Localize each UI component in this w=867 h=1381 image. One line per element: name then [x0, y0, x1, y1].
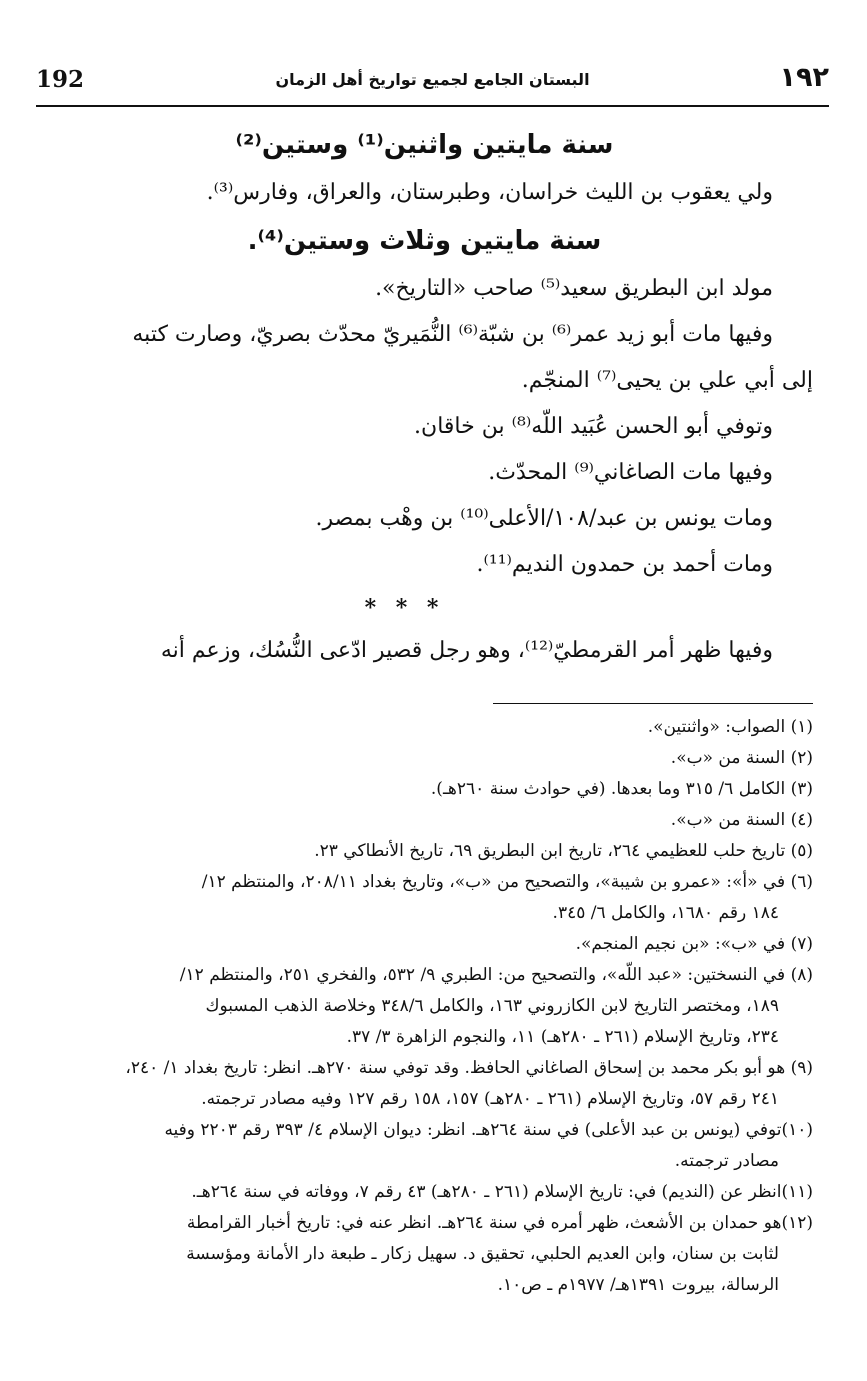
paragraph-continuation: إلى أبي علي بن يحيى⁽⁷⁾ المنجّم.: [521, 368, 813, 393]
footnote-10-continuation: مصادر ترجمته.: [674, 1151, 779, 1171]
paragraph: ومات يونس بن عبد/١٠٨/الأعلى⁽¹⁰⁾ بن وهْب بمصر.: [315, 506, 773, 531]
year-heading-263: سنة مايتين وثلاث وستين⁽⁴⁾.: [247, 226, 602, 256]
footnote-3: (٣) الكامل ٦/ ٣١٥ وما بعدها. (في حوادث سنة ٢٦٠هـ).: [430, 779, 813, 799]
footnote-5: (٥) تاريخ حلب للعظيمي ٢٦٤، تاريخ ابن البطريق ٦٩، تاريخ الأنطاكي ٢٣.: [314, 841, 813, 861]
header-rule: [36, 105, 829, 107]
section-separator: * * *: [364, 595, 445, 621]
page-number-latin: 192: [36, 66, 85, 93]
footnote-9: (٩) هو أبو بكر محمد بن إسحاق الصاغاني الحافظ. وقد توفي سنة ٢٧٠هـ. انظر: تاريخ بغداد ١/ ٢٤٠،: [125, 1058, 813, 1078]
footnote-rule: [493, 703, 813, 704]
footnote-12-continuation: الرسالة، بيروت ١٣٩١هـ/ ١٩٧٧م ـ ص١٠.: [497, 1275, 779, 1295]
paragraph: وفيها مات أبو زيد عمر⁽⁶⁾ بن شبّة⁽⁶⁾ النُّمَيريّ محدّث بصريّ، وصارت كتبه: [132, 322, 773, 347]
footnote-8-continuation: ١٨٩، ومختصر التاريخ لابن الكازروني ١٦٣، والكامل ٣٤٨/٦ وخلاصة الذهب المسبوك: [205, 996, 779, 1016]
paragraph: ومات أحمد بن حمدون النديم⁽¹¹⁾.: [476, 552, 773, 577]
paragraph: مولد ابن البطريق سعيد⁽⁵⁾ صاحب «التاريخ».: [375, 276, 773, 301]
footnote-6-continuation: ١٨٤ رقم ١٦٨٠، والكامل ٦/ ٣٤٥.: [552, 903, 779, 923]
footnote-7: (٧) في «ب»: «بن نجيم المنجم».: [575, 934, 813, 954]
running-header: [36, 60, 829, 100]
footnote-1: (١) الصواب: «واثنتين».: [647, 717, 813, 737]
running-title: البستان الجامع لجميع تواريخ أهل الزمان: [275, 70, 590, 89]
paragraph: ولي يعقوب بن الليث خراسان، وطبرستان، والعراق، وفارس⁽³⁾.: [206, 180, 773, 205]
footnote-12-continuation: لثابت بن سنان، وابن العديم الحلبي، تحقيق د. سهيل زكار ـ طبعة دار الأمانة ومؤسسة: [186, 1244, 779, 1264]
paragraph: وفيها ظهر أمر القرمطيّ⁽¹²⁾، وهو رجل قصير ادّعى النُّسُك، وزعم أنه: [160, 638, 773, 663]
footnote-11: (١١)انظر عن (النديم) في: تاريخ الإسلام (٢٦١ ـ ٢٨٠هـ) ٤٣ رقم ٧، ووفاته في سنة ٢٦٤هـ.: [191, 1182, 813, 1202]
page-number-arabic: ١٩٢: [779, 62, 829, 93]
footnote-10: (١٠)توفي (يونس بن عبد الأعلى) في سنة ٢٦٤هـ. انظر: ديوان الإسلام ٤/ ٣٩٣ رقم ٢٢٠٣ وفيه: [164, 1120, 813, 1140]
footnote-2: (٢) السنة من «ب».: [670, 748, 813, 768]
footnote-12: (١٢)هو حمدان بن الأشعث، ظهر أمره في سنة ٢٦٤هـ. انظر عنه في: تاريخ أخبار القرامطة: [186, 1213, 813, 1233]
paragraph: وفيها مات الصاغاني⁽⁹⁾ المحدّث.: [488, 460, 773, 485]
year-heading-262: سنة مايتين واثنين⁽¹⁾ وستين⁽²⁾: [235, 130, 614, 160]
footnote-9-continuation: ٢٤١ رقم ٥٧، وتاريخ الإسلام (٢٦١ ـ ٢٨٠هـ) ١٥٧، ١٥٨ رقم ١٢٧ وفيه مصادر ترجمته.: [201, 1089, 779, 1109]
main-text: [36, 120, 813, 674]
footnote-4: (٤) السنة من «ب».: [670, 810, 813, 830]
footnotes: [36, 712, 813, 1301]
footnote-6: (٦) في «أ»: «عمرو بن شيبة»، والتصحيح من «ب»، وتاريخ بغداد ٢٠٨/١١، والمنتظم ١٢/: [201, 872, 813, 892]
paragraph: وتوفي أبو الحسن عُبَيد اللّه⁽⁸⁾ بن خاقان.: [414, 414, 773, 439]
footnote-8: (٨) في النسختين: «عبد اللّه»، والتصحيح من: الطبري ٩/ ٥٣٢، والفخري ٢٥١، والمنتظم ١٢/: [179, 965, 813, 985]
footnote-8-continuation: ٢٣٤، وتاريخ الإسلام (٢٦١ ـ ٢٨٠هـ) ١١، والنجوم الزاهرة ٣/ ٣٧.: [346, 1027, 779, 1047]
